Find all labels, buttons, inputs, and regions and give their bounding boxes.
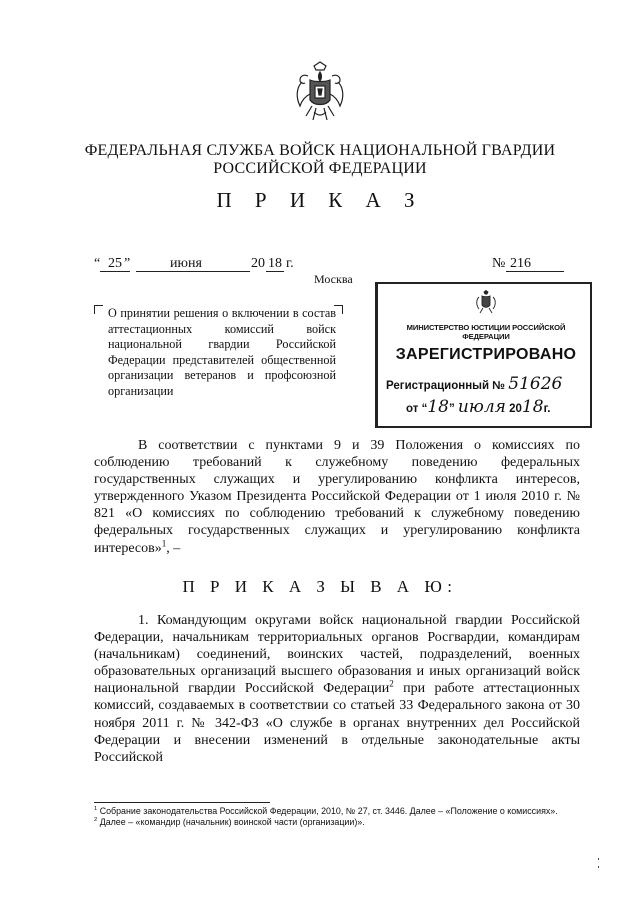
footnote-2 bbox=[94, 817, 580, 828]
footnotes bbox=[94, 806, 580, 828]
city: Москва bbox=[314, 272, 353, 286]
stamp-reg-label: Регистрационный № bbox=[386, 380, 506, 392]
footnote-1 bbox=[94, 806, 580, 817]
stamp-close-quote: ” bbox=[448, 403, 455, 415]
date-close-quote: ” bbox=[124, 256, 131, 271]
stamp-year-prefix: 20 bbox=[509, 403, 522, 415]
stamp-date-line bbox=[406, 397, 550, 417]
registration-stamp bbox=[375, 282, 592, 428]
footnote-2-num: 2 bbox=[94, 816, 98, 823]
stamp-ministry: МИНИСТЕРСТВО ЮСТИЦИИ РОССИЙСКОЙ ФЕДЕРАЦИИ bbox=[406, 323, 566, 341]
stamp-from-label: от bbox=[406, 403, 419, 415]
date-open-quote: “ bbox=[94, 256, 101, 271]
order-number-label: № bbox=[492, 256, 506, 271]
subject-bracket-left bbox=[94, 305, 103, 314]
stamp-registered: ЗАРЕГИСТРИРОВАНО bbox=[395, 346, 577, 363]
stamp-open-quote: “ bbox=[421, 403, 428, 415]
order-keyword: П Р И К А З Ы В А Ю: bbox=[182, 577, 458, 596]
footnote-1-num: 1 bbox=[94, 806, 98, 813]
order-item-1 bbox=[94, 612, 580, 766]
stamp-reg-number: 51626 bbox=[508, 374, 563, 394]
scan-speck bbox=[598, 858, 599, 860]
stamp-year-suffix: 18 bbox=[521, 397, 544, 417]
footnote-ref-1: 1 bbox=[161, 537, 167, 548]
date-year-suffix: 18 bbox=[268, 256, 282, 271]
organization-name-line2: РОССИЙСКОЙ ФЕДЕРАЦИИ bbox=[213, 160, 427, 177]
footnote-divider bbox=[94, 802, 270, 803]
stamp-year-unit: г. bbox=[543, 403, 551, 415]
stamp-day: 18 bbox=[427, 397, 449, 417]
scan-speck bbox=[598, 866, 599, 868]
document-title: П Р И К А З bbox=[216, 188, 424, 212]
footnote-ref-2: 2 bbox=[389, 678, 394, 689]
date-day: 25 bbox=[108, 256, 122, 271]
date-month: июня bbox=[170, 256, 202, 271]
organization-name-line1: ФЕДЕРАЛЬНАЯ СЛУЖБА ВОЙСК НАЦИОНАЛЬНОЙ ГВАРДИИ bbox=[84, 142, 556, 159]
preamble-text: В соответствии с пунктами 9 и 39 Положения о комиссиях по соблюдению требований к служебному поведению федеральных государственных служащих и урегулированию конфликта интересов, утвержденного Указом Президента Российской Федерации от 1 июля 2010 г. № 821 «О комиссиях по соблюдению требований к служебному поведению федеральных государственных служащих и урегулированию конфликта интересов» bbox=[94, 438, 580, 556]
stamp-month: июля bbox=[457, 397, 506, 417]
preamble-paragraph bbox=[94, 437, 580, 557]
date-year-prefix: 20 bbox=[251, 256, 265, 271]
order-subject: О принятии решения о включении в состав аттестационных комиссий войск национальной гвардии Российской Федерации представителей общественной организации ветеранов и профсоюзной организации bbox=[108, 306, 336, 398]
order-item-1-text-a: 1. Командующим округами войск национальной гвардии Российской Федерации, начальникам территориальных органов Росгвардии, командирам (начальникам) соединений, воинских частей, подразделений, военных образовательных организаций высшего образования и иных организаций войск национальной гвардии Российской Федерации bbox=[94, 613, 580, 697]
stamp-reg-line bbox=[386, 374, 562, 394]
preamble-end: , – bbox=[166, 540, 181, 556]
order-item-1-text-b: при работе аттестационных комиссий, создаваемых в соответствии со статьей 33 Федерального закона от 30 ноября 2011 г. № 342-ФЗ «О службе в органах внутренних дел Российской Федерации и внесении изменений в отдельные законодательные акты Российской bbox=[94, 681, 580, 765]
footnote-2-text: Далее – «командир (начальник) воинской части (организации)». bbox=[99, 816, 365, 827]
footnote-1-text: Собрание законодательства Российской Федерации, 2010, № 27, ст. 3446. Далее – «Положение о комиссиях». bbox=[99, 806, 558, 816]
order-number: 216 bbox=[510, 256, 531, 271]
date-year-unit: г. bbox=[286, 256, 294, 271]
double-headed-eagle-icon bbox=[294, 60, 346, 124]
stamp-eagle-icon bbox=[476, 290, 496, 314]
